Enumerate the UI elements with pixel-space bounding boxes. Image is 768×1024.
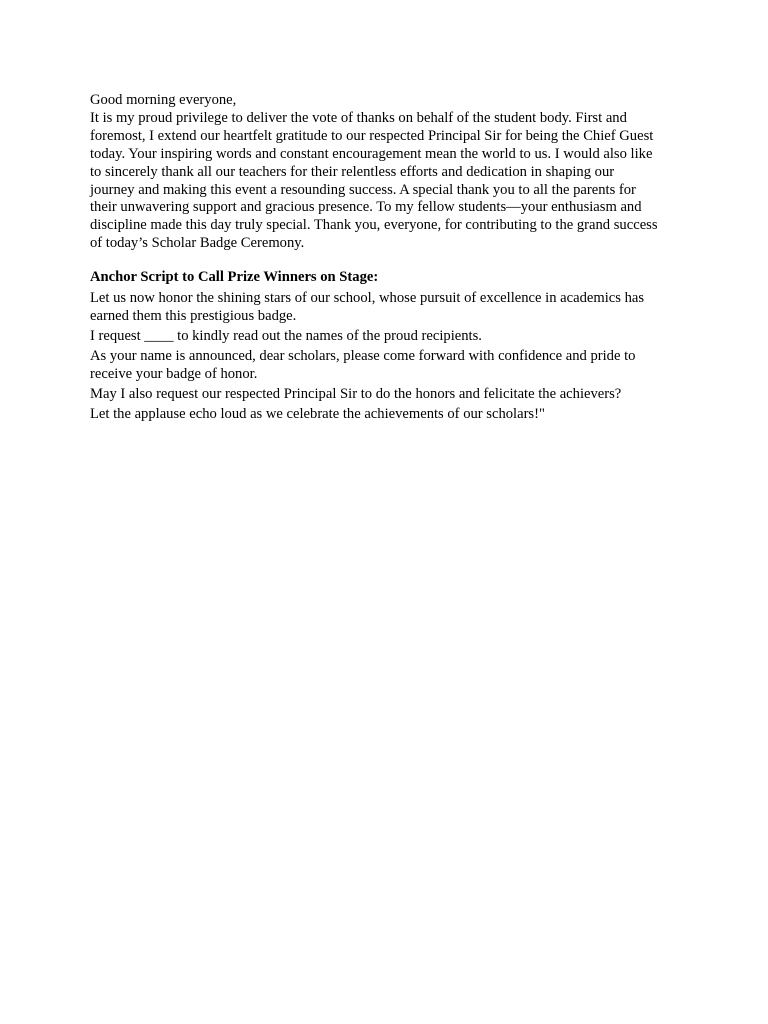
anchor-paragraph-honor [90,290,690,326]
paragraph-line: of today’s Scholar Badge Ceremony. [90,235,305,252]
paragraph-line: It is my proud privilege to deliver the vote of thanks on behalf of the student body. First and [90,109,627,126]
paragraph-line: earned them this prestigious badge. [90,307,297,324]
paragraph-line: Let us now honor the shining stars of our school, whose pursuit of excellence in academics has [90,290,645,307]
vote-of-thanks-section [90,92,690,253]
paragraph-line: their unwavering support and gracious presence. To my fellow students—your enthusiasm and [90,199,642,216]
document-body [90,92,690,425]
paragraph-line: journey and making this event a resounding success. A special thank you to all the parents for [90,181,636,198]
anchor-paragraph-applause [90,406,690,424]
paragraph-line: May I also request our respected Principal Sir to do the honors and felicitate the achievers? [90,385,622,402]
greeting-line: Good morning everyone, [90,92,237,108]
anchor-paragraph-principal [90,386,690,404]
paragraph-line: foremost, I extend our heartfelt gratitude to our respected Principal Sir for being the Chief Guest [90,127,654,144]
vote-of-thanks-paragraph [90,110,690,253]
paragraph-line: As your name is announced, dear scholars, please come forward with confidence and pride to [90,347,636,364]
paragraph-line: to sincerely thank all our teachers for their relentless efforts and dedication in shaping our [90,163,615,180]
paragraph-line: receive your badge of honor. [90,365,258,382]
anchor-paragraph-announce [90,348,690,384]
paragraph-line: today. Your inspiring words and constant encouragement mean the world to us. I would also like [90,145,653,162]
paragraph-line: I request ____ to kindly read out the names of the proud recipients. [90,327,482,344]
anchor-paragraph-request [90,328,690,346]
paragraph-line: Let the applause echo loud as we celebrate the achievements of our scholars!" [90,405,545,422]
anchor-script-heading: Anchor Script to Call Prize Winners on Stage: [90,269,379,286]
anchor-script-section [90,269,690,423]
paragraph-line: discipline made this day truly special. Thank you, everyone, for contributing to the grand success [90,217,658,234]
